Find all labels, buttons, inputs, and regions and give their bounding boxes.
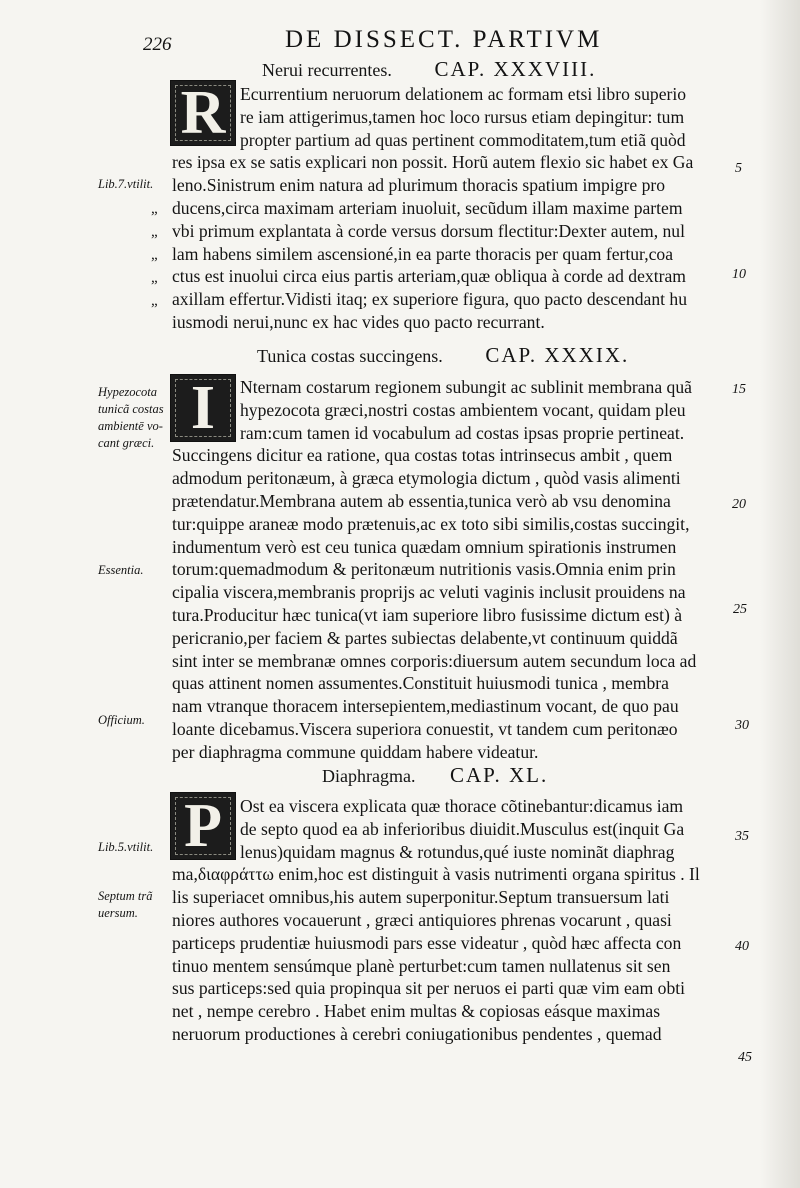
- text-line: lenus)quidam magnus & rotundus,qué iuste nominãt diaphrag: [240, 841, 675, 862]
- text-line: Ost ea viscera explicata quæ thorace cõtinebantur:dicamus iam: [240, 796, 684, 816]
- text-line: Nternam costarum regionem subungit ac sublinit membrana quã: [240, 377, 692, 397]
- decorated-initial-r: R: [170, 80, 236, 146]
- text-line: tur:quippe araneæ modo prætenuis,ac ex toto sibi similis,costas succingit,: [172, 513, 690, 534]
- line-number: 45: [738, 1050, 752, 1065]
- text-line: propter partium ad quas pertinent commoditatem,tum etiã quòd: [240, 129, 686, 150]
- text-line: iusmodi nerui,nunc ex hac vides quo pacto recurrant.: [172, 312, 545, 332]
- margin-note: ambientē vo-: [98, 419, 163, 433]
- quote-mark: „: [151, 201, 158, 217]
- line-number: 25: [733, 602, 747, 617]
- text-line: Ecurrentium neruorum delationem ac formam etsi libro superio: [240, 84, 687, 104]
- text-line: lam habens similem ascensioné,in ea parte thoracis per quam fertur,coa: [172, 243, 674, 264]
- quote-mark: „: [151, 293, 158, 309]
- text-line: tura.Producitur hæc tunica(vt iam superiore libro fusissime dictum est) à: [172, 605, 683, 625]
- text-line: hypezocota græci,nostri costas ambientem vocant, quidam pleu: [240, 399, 686, 420]
- line-number: 5: [735, 161, 742, 176]
- chapter-number: CAP. XXXIX.: [485, 343, 630, 367]
- text-line: nam vtranque thoracem intersepientem,mediastinum vocant, de quo pau: [172, 696, 679, 717]
- text-line: particeps prudentiæ huiusmodi pars esse videatur , quòd hæc affecta con: [172, 932, 682, 953]
- text-line: vbi primum explantata à corde versus dorsum flectitur:Dexter autem, nul: [172, 220, 685, 241]
- page-number: 226: [143, 34, 172, 55]
- chapter-heading: [322, 763, 548, 788]
- quote-mark: „: [151, 224, 158, 240]
- text-line: niores authores vocauerunt , græci antiquiores phrenas vocarunt , quasi: [172, 910, 672, 930]
- text-line: axillam effertur.Vidisti itaq; ex superiore figura, quo pacto descendant hu: [172, 289, 688, 310]
- line-number: 30: [735, 718, 749, 733]
- text-line: ctus est inuolui circa eius partis arteriam,quæ obliqua à corde ad dextram: [172, 266, 686, 287]
- text-line: indumentum verò est ceu tunica quædam omnium spirationis instrumen: [172, 536, 677, 557]
- text-line: res ipsa ex se satis explicari non possit. Horũ autem flexio sic habet ex Ga: [172, 152, 694, 173]
- text-line: torum:quemadmodum & peritonæum nutritionis vasis.Omnia enim prin: [172, 559, 676, 580]
- chapter-number: CAP. XXXVIII.: [434, 57, 597, 81]
- line-number: 10: [732, 267, 746, 282]
- text-line: sus particeps:sed quia propinqua sit per neruos ei parti quæ vim eam obti: [172, 978, 686, 999]
- text-line: quas attinent nomen assumentes.Constituit huiusmodi tunica , membra: [172, 673, 669, 694]
- text-line: pericranio,per faciem & partes subiectas delabente,vt continuum quiddã: [172, 627, 678, 648]
- text-line: per diaphragma commune quiddam habere videatur.: [172, 741, 539, 762]
- chapter-title: Nerui recurrentes.: [262, 60, 392, 80]
- margin-note: Hypezocota: [98, 385, 158, 399]
- line-number: 35: [735, 829, 749, 844]
- chapter-title: Tunica costas succingens.: [257, 346, 443, 366]
- text-line: re iam attigerimus,tamen hoc loco rursus etiam depingitur: tum: [240, 106, 685, 127]
- text-line: prætendatur.Membrana autem ab essentia,tunica verò ab vsu denomina: [172, 491, 671, 511]
- text-line: ducens,circa maximam arteriam inuoluit, secũdum illam maxime partem: [172, 198, 683, 218]
- chapter-heading: [262, 57, 596, 82]
- margin-note: Septum trã: [98, 889, 153, 903]
- chapter-heading: [257, 343, 629, 368]
- chapter-title: Diaphragma.: [322, 766, 416, 786]
- margin-note: Essentia.: [98, 563, 144, 577]
- text-line: cipalia viscera,membranis proprijs ac veluti vaginis inclusit prouidens na: [172, 582, 686, 603]
- text-line: ram:cum tamen id vocabulum ad costas ipsas proprie pertineat.: [240, 422, 685, 443]
- text-line: admodum peritonæum, à græca etymologia dictum , quòd vasis alimenti: [172, 468, 681, 489]
- text-line: ma,διαφράττω enim,hoc est distinguit à vasis nutrimenti organa spiritus . Il: [172, 864, 700, 885]
- line-number: 20: [732, 497, 746, 512]
- text-line: lis superiacet omnibus,his autem superponitur.Septum transuersum lati: [172, 887, 670, 908]
- chapter-number: CAP. XL.: [449, 763, 549, 787]
- margin-note: Lib.7.vtilit.: [98, 177, 154, 191]
- text-line: leno.Sinistrum enim natura ad plurimum thoracis spatium impigre pro: [172, 175, 666, 196]
- margin-note: uersum.: [98, 906, 138, 920]
- margin-note: Officium.: [98, 713, 145, 727]
- text-line: loante dicebamus.Viscera superiora conuestit, vt tandem cum peritonæo: [172, 719, 678, 739]
- decorated-initial-i: I: [170, 374, 236, 442]
- line-number: 40: [735, 939, 749, 954]
- margin-note: cant græci.: [98, 436, 155, 450]
- text-line: de septo quod ea ab inferioribus diuidit.Musculus est(inquit Ga: [240, 818, 685, 839]
- text-line: net , nempe cerebro . Habet enim multas & copiosas eásque maximas: [172, 1001, 661, 1022]
- text-line: sint inter se membranæ omnes corporis:diuersum autem secundum loca ad: [172, 650, 697, 671]
- text-line: Succingens dicitur ea ratione, qua costas totas intrinsecus ambit , quem: [172, 445, 673, 466]
- running-head: DE DISSECT. PARTIVM: [285, 26, 603, 53]
- quote-mark: „: [151, 247, 158, 263]
- line-number: 15: [732, 382, 746, 397]
- decorated-initial-p: P: [170, 792, 236, 860]
- page-edge-shadow: [760, 0, 800, 1188]
- margin-note: Lib.5.vtilit.: [98, 840, 154, 854]
- text-line: neruorum productiones à cerebri coniugationibus pendentes , quemad: [172, 1024, 662, 1044]
- margin-note: tunicã costas: [98, 402, 164, 416]
- quote-mark: „: [151, 270, 158, 286]
- text-line: tinuo mentem sensúmque planè perturbet:cum tamen nullatenus sit sen: [172, 955, 671, 976]
